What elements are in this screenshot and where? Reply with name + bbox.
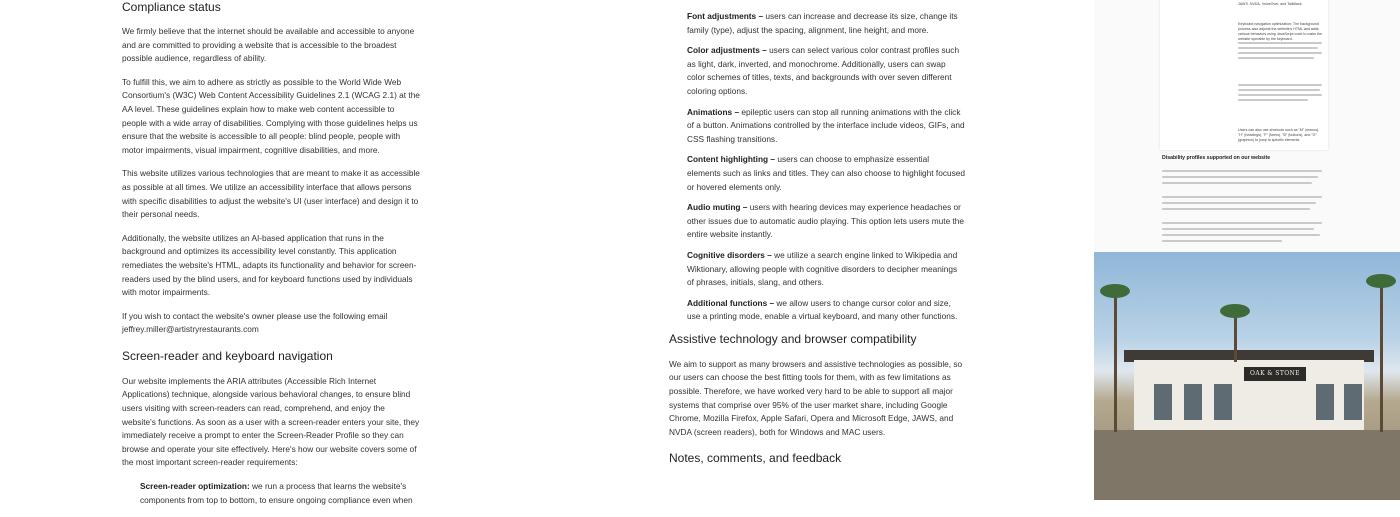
right-preview <box>1094 0 1400 500</box>
thumb-bar <box>1162 176 1318 178</box>
thumb-bar <box>1238 99 1308 101</box>
thumb-bar <box>1162 222 1322 224</box>
compatibility-heading: Assistive technology and browser compatibility <box>669 331 917 346</box>
thumb-line-0: JAWS, NVDA, VoiceOver, and TalkBack. <box>1238 2 1303 6</box>
thumb-line-1: Keyboard navigation optimization: The background process also adjusts the website's HTML and adds various behaviors using JavaScript code to make the website operable by the keyboard. <box>1238 22 1323 41</box>
content-highlighting-item <box>687 153 965 194</box>
additional-functions-item <box>687 297 965 324</box>
compatibility-paragraph: We aim to support as many browsers and assistive technologies as possible, so our users can choose the best fitting tools for them, with as few limitations as possible. Therefore, we have worked very hard to be able to support all major systems that comprise over 95% of the user market share, including Google Chrome, Mozilla Firefox, Apple Safari, Opera and Microsoft Edge, JAWS, and NVDA (screen readers), both for Windows and MAC users. <box>669 358 963 437</box>
screen-reader-optimization-item <box>140 480 420 507</box>
screen-reader-heading: Screen-reader and keyboard navigation <box>122 348 333 363</box>
commitment-paragraph: We firmly believe that the internet should be available and accessible to anyone and are committed to providing a website that is accessible to the broadest possible audience, regardless of ability. <box>122 26 415 64</box>
cognitive-disorders-item <box>687 249 965 290</box>
palm-frond <box>1366 274 1396 288</box>
font-adjustments-item <box>687 10 965 37</box>
document-card <box>1160 0 1328 150</box>
item-text: we allow users to change cursor color and size, use a printing mode, enable a virtual keyboard, and many other functions. <box>687 297 958 322</box>
item-text: users can increase and decrease its size, change its family (type), adjust the spacing, alignment, line height, and more. <box>687 11 958 35</box>
building-window <box>1344 384 1362 420</box>
wcag-paragraph: To fulfill this, we aim to adhere as strictly as possible to the World Wide Web Consortium's (W3C) Web Content Accessibility Guidelines 2.1 (WCAG 2.1) at the AA level. These guidelines explain how to make web content accessible to people with a wide array of disabilities. Complying with those guidelines helps us ensure that the website is accessible to all people: blind people, people with motor impairments, visual impairment, cognitive disabilities, and more. <box>122 76 420 155</box>
notes-heading: Notes, comments, and feedback <box>669 451 842 466</box>
thumb-bar <box>1238 84 1322 86</box>
thumb-bar <box>1238 89 1320 91</box>
thumb-line-2: Users can also use shortcuts such as "M" (menus), "H" (headings), "F" (forms), "B" (buttons), and "G" (graphics) to jump to specific elements. <box>1238 128 1320 142</box>
item-text: users with hearing devices may experience headaches or other issues due to automatic audio playing. This option lets users mute the entire website instantly. <box>687 202 965 240</box>
thumb-bar <box>1238 47 1318 49</box>
item-label: Audio muting – <box>687 202 748 213</box>
screen-reader-optimization-label: Screen-reader optimization: <box>140 481 250 492</box>
profiles-heading: Disability profiles supported on our website <box>1162 155 1271 161</box>
item-label: Color adjustments – <box>687 45 767 56</box>
color-adjustments-item <box>687 44 965 98</box>
animations-item <box>687 106 965 147</box>
audio-muting-item <box>687 201 965 242</box>
item-label: Animations – <box>687 106 740 117</box>
palm-frond <box>1220 304 1250 318</box>
aria-paragraph: Our website implements the ARIA attributes (Accessible Rich Internet Applications) technique, alongside various behavioral changes, to ensure blind users visiting with screen-readers can read, comprehend, and enjoy the website's functions. As soon as a user with a screen-reader enters your site, they immediately receive a prompt to enter the Screen-Reader Profile so they can browse and operate your site effectively. Here's how our website covers some of the most important screen-reader requirements: <box>122 375 420 468</box>
thumb-bar <box>1162 240 1282 242</box>
item-label: Content highlighting – <box>687 154 776 165</box>
item-label: Cognitive disorders – <box>687 249 772 260</box>
item-text: epileptic users can stop all running animations with the click of a button. Animations controlled by the interface include videos, GIFs, and CSS flashing transitions. <box>687 106 965 144</box>
restaurant-photo <box>1094 252 1400 500</box>
thumb-bar <box>1162 196 1322 198</box>
thumb-bar <box>1238 94 1322 96</box>
restaurant-sign: OAK & STONE <box>1244 367 1306 381</box>
thumb-bar <box>1162 234 1320 236</box>
accessibility-statement-middle <box>669 10 965 477</box>
palm-trunk <box>1234 312 1237 362</box>
thumb-bar <box>1162 182 1312 184</box>
building-window <box>1154 384 1172 420</box>
palm-frond <box>1100 284 1130 298</box>
palm-trunk <box>1114 292 1117 432</box>
thumb-bar <box>1162 170 1322 172</box>
compliance-status-heading: Compliance status <box>122 0 221 14</box>
thumb-bar <box>1238 42 1322 44</box>
screen-reader-optimization-text: we run a process that learns the website's components from top to bottom, to ensure ongoing compliance even when <box>140 481 413 505</box>
building-window <box>1214 384 1232 420</box>
thumb-bar <box>1238 52 1322 54</box>
technologies-paragraph: This website utilizes various technologies that are meant to make it as accessible as possible at all times. We utilize an accessibility interface that allows persons with specific disabilities to adjust the website's UI (user interface) and design it to their personal needs. <box>122 168 420 220</box>
item-label: Font adjustments – <box>687 11 764 21</box>
ai-application-paragraph: Additionally, the website utilizes an AI-based application that runs in the background and optimizes its accessibility level constantly. This application remediates the website's HTML, adapts its functionality and behavior for screen-readers used by the blind users, and for keyboard functions used by individuals with motor impairments. <box>122 232 417 298</box>
item-text: we utilize a search engine linked to Wikipedia and Wiktionary, allowing people with cognitive disorders to decipher meanings of phrases, initials, slang, and others. <box>687 249 958 288</box>
item-text: users can choose to emphasize essential elements such as links and titles. They can also choose to highlight focused or hovered elements only. <box>687 154 965 192</box>
accessibility-statement-left <box>122 0 420 517</box>
palm-trunk <box>1380 282 1383 432</box>
thumb-bar <box>1162 228 1314 230</box>
item-text: users can select various color contrast profiles such as light, dark, inverted, and monochrome. Additionally, users can swap color schemes of titles, texts, and backgrounds with over seven different coloring options. <box>687 45 960 96</box>
thumb-bar <box>1162 208 1310 210</box>
thumb-bar <box>1238 57 1314 59</box>
thumb-bar <box>1162 202 1316 204</box>
item-label: Additional functions – <box>687 297 775 308</box>
building-window <box>1184 384 1202 420</box>
document-thumbnail <box>1094 0 1400 252</box>
photo-ground <box>1094 430 1400 500</box>
contact-paragraph: If you wish to contact the website's owner please use the following email jeffrey.miller@artistryrestaurants.com <box>122 310 388 335</box>
building-window <box>1316 384 1334 420</box>
